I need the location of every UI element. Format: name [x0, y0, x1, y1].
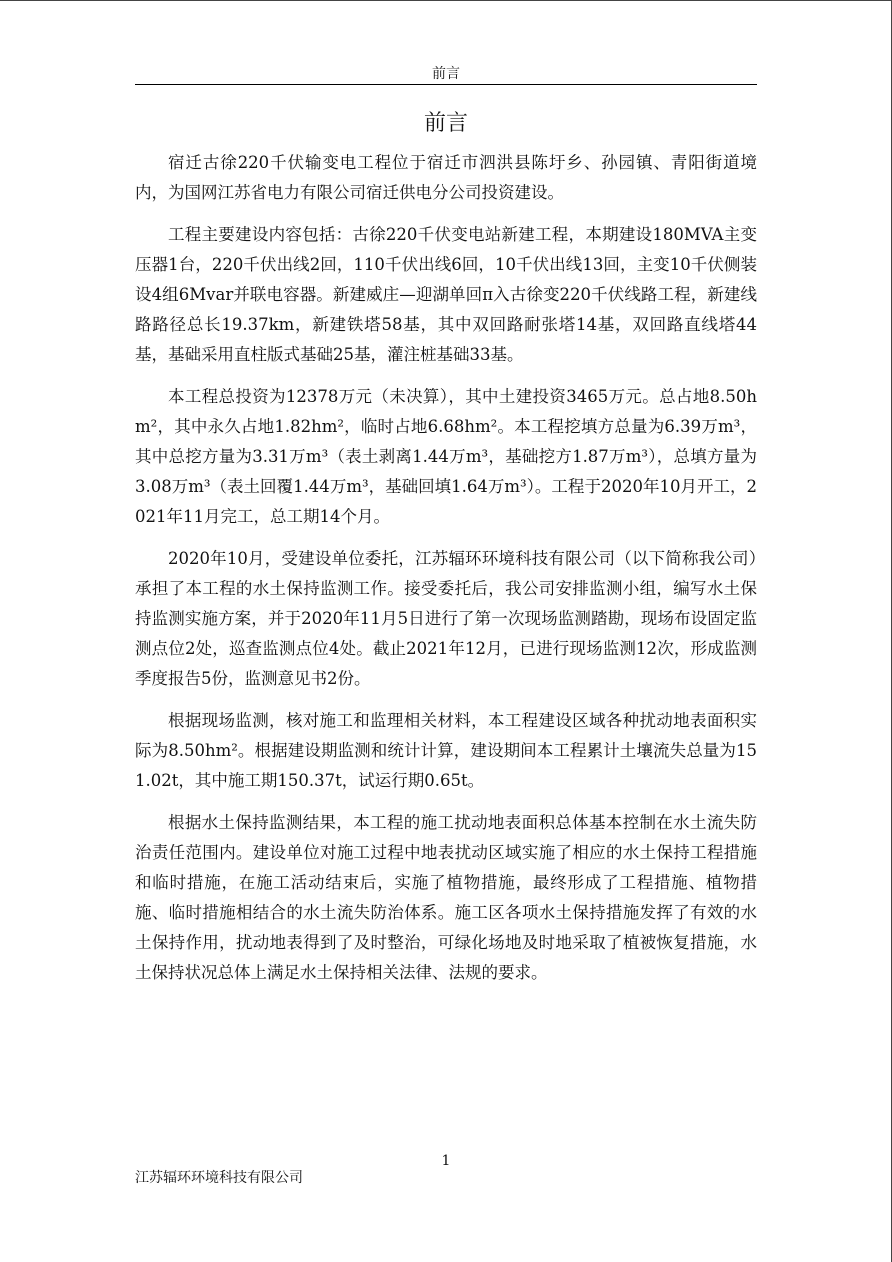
paragraph-monitoring-results: 根据现场监测，核对施工和监理相关材料，本工程建设区域各种扰动地表面积实际为8.50hm²。根据建设期监测和统计计算，建设期间本工程累计土壤流失总量为151.02t，其中施工期150.37t，试运行期0.65t。	[135, 711, 757, 790]
paragraph-investment-earthwork: 本工程总投资为12378万元（未决算），其中土建投资3465万元。总占地8.50hm²，其中永久占地1.82hm²，临时占地6.68hm²。本工程挖填方总量为6.39万m³，其中总挖方量为3.31万m³（表土剥离1.44万m³，基础挖方1.87万m³），总填方量为3.08万m³（表土回覆1.44万m³，基础回填1.64万m³）。工程于2020年10月开工，2021年11月完工，总工期14个月。	[135, 387, 757, 526]
running-header: 前言	[432, 66, 460, 82]
paragraph-construction-content: 工程主要建设内容包括：古徐220千伏变电站新建工程，本期建设180MVA主变压器1台，220千伏出线2回，110千伏出线6回，10千伏出线13回，主变10千伏侧装设4组6Mvar并联电容器。新建威庄—迎湖单回π入古徐变220千伏线路工程，新建线路路径总长19.37km，新建铁塔58基，其中双回路耐张塔14基，双回路直线塔44基，基础采用直柱版式基础25基，灌注桩基础33基。	[135, 225, 757, 364]
page-title: 前言	[423, 111, 468, 136]
paragraph-location: 宿迁古徐220千伏输变电工程位于宿迁市泗洪县陈圩乡、孙园镇、青阳街道境内，为国网江苏省电力有限公司宿迁供电分公司投资建设。	[135, 153, 757, 202]
body-text	[135, 148, 757, 1000]
footer-company-name: 江苏辐环环境科技有限公司	[135, 1170, 303, 1186]
paragraph-conclusion: 根据水土保持监测结果，本工程的施工扰动地表面积总体基本控制在水土流失防治责任范围内。建设单位对施工过程中地表扰动区域实施了相应的水土保持工程措施和临时措施，在施工活动结束后，实施了植物措施，最终形成了工程措施、植物措施、临时措施相结合的水土流失防治体系。施工区各项水土保持措施发挥了有效的水土保持作用，扰动地表得到了及时整治，可绿化场地及时地采取了植被恢复措施，水土保持状况总体上满足水土保持相关法律、法规的要求。	[135, 813, 757, 982]
header-rule	[135, 84, 757, 85]
page-number: 1	[441, 1153, 451, 1169]
paragraph-monitoring-work: 2020年10月，受建设单位委托，江苏辐环环境科技有限公司（以下简称我公司）承担了本工程的水土保持监测工作。接受委托后，我公司安排监测小组，编写水土保持监测实施方案，并于2020年11月5日进行了第一次现场监测踏勘，现场布设固定监测点位2处，巡查监测点位4处。截止2021年12月，已进行现场监测12次，形成监测季度报告5份，监测意见书2份。	[135, 549, 757, 688]
